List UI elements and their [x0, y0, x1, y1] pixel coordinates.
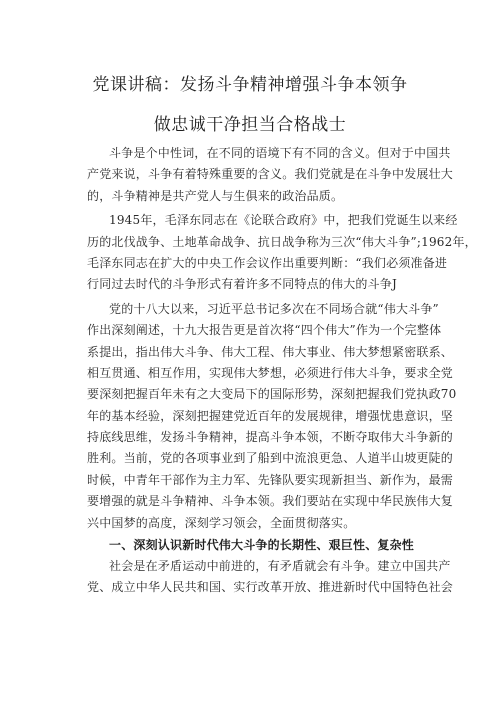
paragraph-line: 系提出，指出伟大斗争、伟大工程、伟大事业、伟大梦想紧密联系、 — [87, 344, 454, 359]
document-title-line-1: 党课讲稿：发扬斗争精神增强斗争本领争 — [92, 75, 408, 95]
paragraph-line: 兴中国梦的高度，深刻学习领会，全面贯彻落实。 — [87, 515, 356, 530]
paragraph-line: 历的北伐战争、土地革命战争、抗日战争称为三次“伟大斗争”;1962年， — [87, 234, 477, 249]
document-body — [87, 143, 477, 599]
paragraph-line: 作出深刻阐述，十九大报告更是首次将“四个伟大”作为一个完整体 — [87, 323, 442, 338]
section-paragraph — [87, 556, 454, 599]
paragraph-line: 时候，中青年干部作为主力军、先锋队要实现新担当、新作为，最需 — [87, 472, 454, 487]
paragraph-line: 要增强的就是斗争精神、斗争本领。我们要站在实现中华民族伟大复 — [87, 494, 454, 509]
paragraph-3 — [87, 299, 457, 534]
paragraph-line: 社会是在矛盾运动中前进的，有矛盾就会有斗争。建立中国共产 — [109, 559, 451, 574]
paragraph-line: 斗争是个中性词，在不同的语境下有不同的含义。但对于中国共 — [109, 146, 451, 160]
paragraph-line: 党的十八大以来，习近平总书记多次在不同场合就“伟大斗争” — [109, 301, 439, 316]
paragraph-2 — [87, 210, 477, 296]
paragraph-line: 年的基本经验，深刻把握建党近百年的发展规律，增强忧患意识，坚 — [87, 408, 454, 423]
paragraph-line: 党、成立中华人民共和国、实行改革开放、推进新时代中国特色社会 — [87, 580, 454, 595]
paragraph-line: 相互贯通、相互作用，实现伟大梦想，必须进行伟大斗争，要求全党 — [87, 365, 454, 380]
paragraph-line: 要深刻把握百年未有之大变局下的国际形势，深刻把握我们党执政70 — [87, 387, 457, 402]
paragraph-line: 产党来说，斗争有着特殊重要的含义。我们党就是在斗争中发展壮大 — [87, 167, 454, 182]
section-heading: 一、深刻认识新时代伟大斗争的长期性、艰巨性、复杂性 — [109, 538, 415, 553]
paragraph-line: 毛泽东同志在扩大的中央工作会议作出重要判断：“我们必须准备进 — [87, 255, 448, 270]
document-title-line-2: 做忠诚干净担当合格战士 — [153, 115, 347, 135]
paragraph-line: 行同过去时代的斗争形式有着许多不同特点的伟大的斗争J — [87, 277, 398, 292]
paragraph-line: 持底线思维，发扬斗争精神，提高斗争本领，不断夺取伟大斗争新的 — [87, 430, 454, 445]
paragraph-line: 的，斗争精神是共产党人与生俱来的政治品质。 — [87, 188, 344, 203]
paragraph-1 — [87, 143, 454, 207]
paragraph-line: 1945年，毛泽东同志在《论联合政府》中，把我们党诞生以来经 — [109, 213, 458, 228]
paragraph-line: 胜利。当前，党的各项事业到了船到中流浪更急、人道半山坡更陡的 — [87, 451, 454, 466]
